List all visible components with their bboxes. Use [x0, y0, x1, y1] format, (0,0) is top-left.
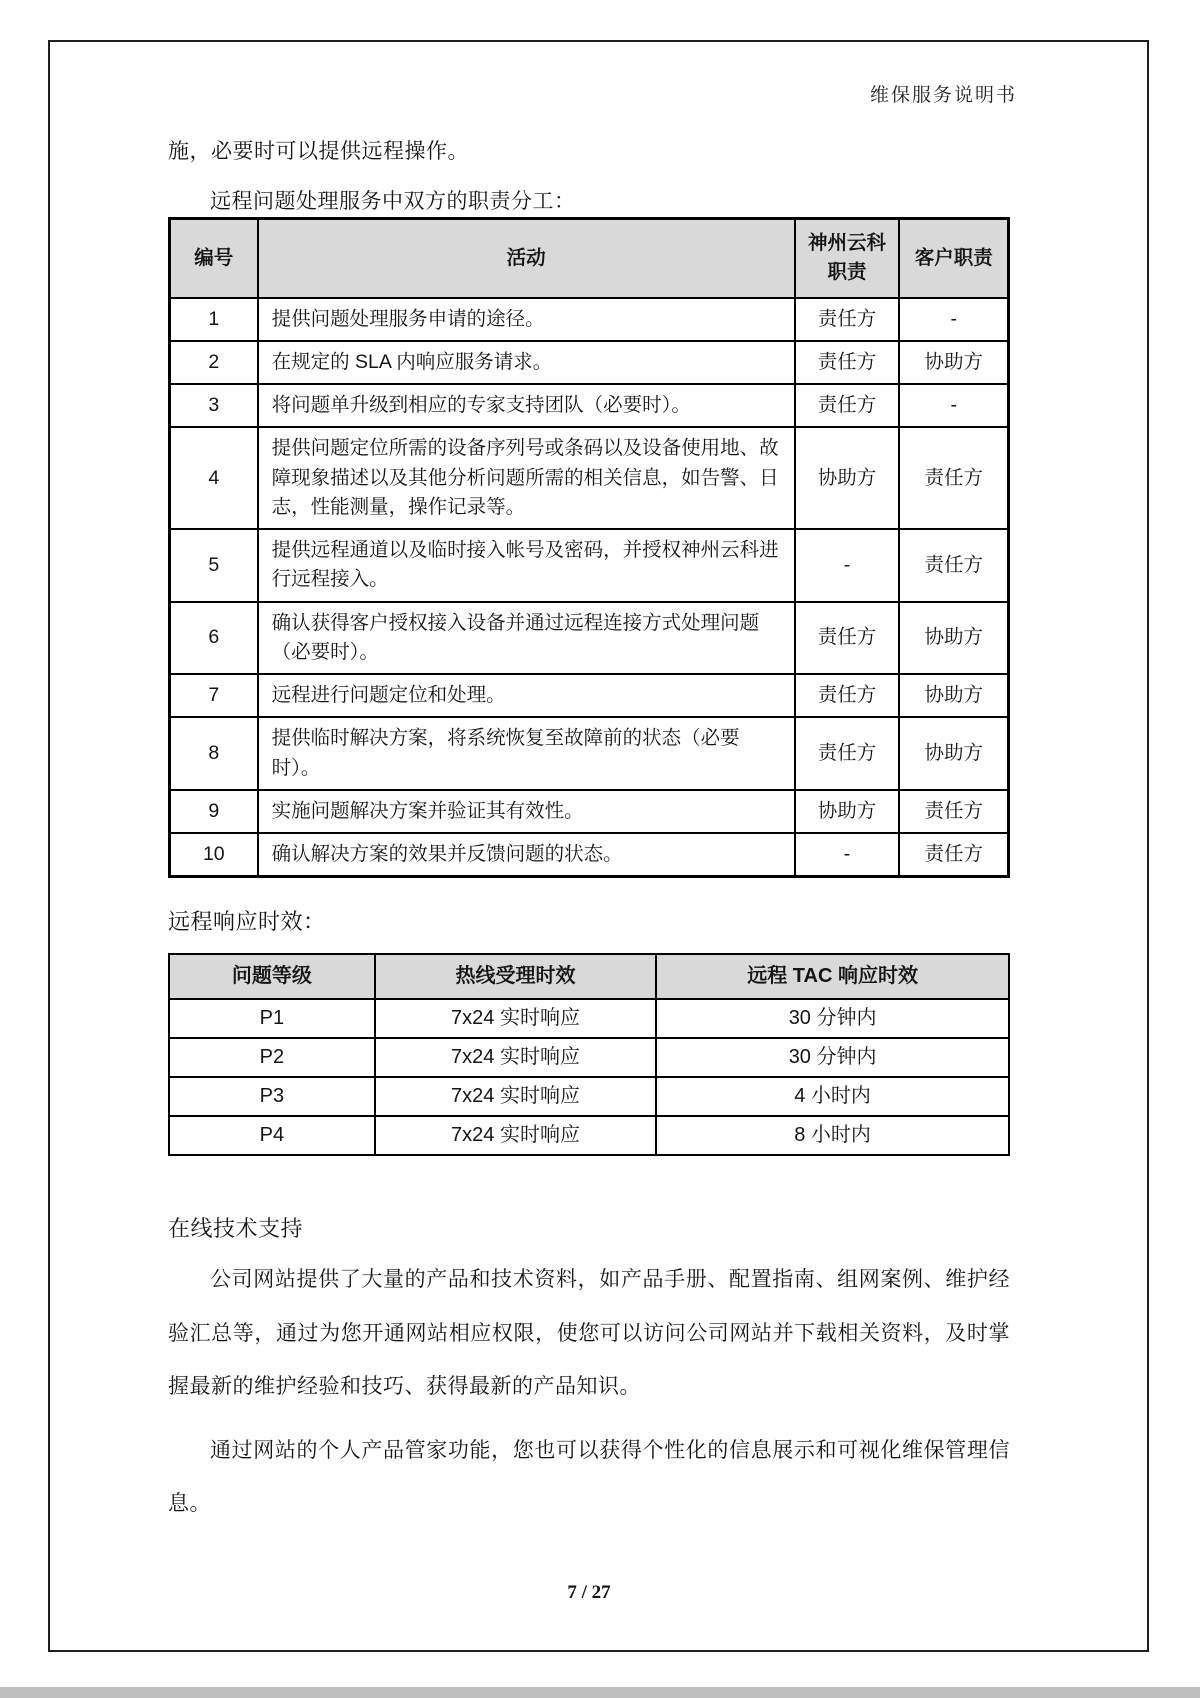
table-row — [170, 674, 1009, 717]
cell-customer: 责任方 — [899, 790, 1008, 833]
cell-no: 8 — [170, 717, 258, 790]
cell-customer: 协助方 — [899, 674, 1008, 717]
cell-level: P1 — [169, 999, 375, 1038]
table-row — [170, 717, 1009, 790]
responsibilities-table-caption: 远程问题处理服务中双方的职责分工： — [210, 190, 576, 213]
cell-customer: 责任方 — [899, 427, 1008, 529]
cell-customer: 协助方 — [899, 602, 1008, 675]
cell-activity: 实施问题解决方案并验证其有效性。 — [258, 790, 795, 833]
table-header-row — [170, 219, 1009, 298]
cell-level: P3 — [169, 1077, 375, 1116]
table-row — [170, 384, 1009, 427]
cell-tac: 30 分钟内 — [656, 999, 1009, 1038]
header-cell-tac: 远程 TAC 响应时效 — [656, 954, 1009, 999]
page-content — [168, 135, 1010, 1531]
cell-tac: 8 小时内 — [656, 1116, 1009, 1155]
table-row — [170, 833, 1009, 877]
cell-no: 10 — [170, 833, 258, 877]
cell-activity: 提供问题处理服务申请的途径。 — [258, 298, 795, 341]
cell-activity: 提供远程通道以及临时接入帐号及密码，并授权神州云科进行远程接入。 — [258, 529, 795, 602]
cell-no: 2 — [170, 341, 258, 384]
cell-activity: 提供问题定位所需的设备序列号或条码以及设备使用地、故障现象描述以及其他分析问题所需的相关信息，如告警、日志，性能测量，操作记录等。 — [258, 427, 795, 529]
cell-vendor: 责任方 — [795, 674, 900, 717]
page-number: 7 / 27 — [567, 1582, 611, 1603]
cell-customer: 协助方 — [899, 341, 1008, 384]
cell-customer: 协助方 — [899, 717, 1008, 790]
cell-no: 1 — [170, 298, 258, 341]
paragraph: 通过网站的个人产品管家功能，您也可以获得个性化的信息展示和可视化维保管理信息。 — [168, 1438, 1010, 1516]
cell-activity: 远程进行问题定位和处理。 — [258, 674, 795, 717]
cell-tac: 4 小时内 — [656, 1077, 1009, 1116]
cell-activity: 提供临时解决方案，将系统恢复至故障前的状态（必要时）。 — [258, 717, 795, 790]
table-row — [169, 999, 1009, 1038]
cell-hotline: 7x24 实时响应 — [375, 1116, 656, 1155]
page-edge-strip — [0, 1687, 1200, 1698]
cell-vendor: 责任方 — [795, 717, 900, 790]
cell-customer: - — [899, 298, 1008, 341]
cell-vendor: 协助方 — [795, 427, 900, 529]
cell-hotline: 7x24 实时响应 — [375, 1077, 656, 1116]
response-time-table — [168, 953, 1010, 1156]
vendor-header-line2: 职责 — [827, 261, 867, 284]
document-header-title: 维保服务说明书 — [869, 85, 1017, 106]
table-row — [170, 341, 1009, 384]
responsibilities-table — [168, 217, 1010, 878]
cell-activity: 确认解决方案的效果并反馈问题的状态。 — [258, 833, 795, 877]
cell-activity: 在规定的 SLA 内响应服务请求。 — [258, 341, 795, 384]
header-cell-activity: 活动 — [258, 219, 795, 298]
cell-no: 7 — [170, 674, 258, 717]
cell-no: 9 — [170, 790, 258, 833]
table-row — [170, 602, 1009, 675]
header-cell-level: 问题等级 — [169, 954, 375, 999]
table-row — [170, 790, 1009, 833]
cell-vendor: - — [795, 529, 900, 602]
header-cell-hotline: 热线受理时效 — [375, 954, 656, 999]
response-time-caption: 远程响应时效： — [168, 909, 326, 935]
cell-level: P4 — [169, 1116, 375, 1155]
cell-activity: 确认获得客户授权接入设备并通过远程连接方式处理问题（必要时）。 — [258, 602, 795, 675]
cell-vendor: 责任方 — [795, 341, 900, 384]
cell-vendor: 责任方 — [795, 602, 900, 675]
cell-no: 4 — [170, 427, 258, 529]
paragraph: 公司网站提供了大量的产品和技术资料，如产品手册、配置指南、组网案例、维护经验汇总等，通过为您开通网站相应权限，使您可以访问公司网站并下载相关资料，及时掌握最新的维护经验和技巧、获得最新的产品知识。 — [168, 1268, 1010, 1399]
table-row — [169, 1116, 1009, 1155]
vendor-header-line1: 神州云科 — [807, 232, 886, 254]
section-title: 在线技术支持 — [168, 1216, 304, 1242]
cell-customer: 责任方 — [899, 833, 1008, 877]
cell-vendor: 责任方 — [795, 298, 900, 341]
table-row — [170, 529, 1009, 602]
table-row — [170, 298, 1009, 341]
cell-tac: 30 分钟内 — [656, 1038, 1009, 1077]
cell-hotline: 7x24 实时响应 — [375, 999, 656, 1038]
cell-customer: - — [899, 384, 1008, 427]
intro-text: 施，必要时可以提供远程操作。 — [168, 140, 469, 163]
header-cell-customer: 客户职责 — [899, 219, 1008, 298]
header-cell-no: 编号 — [170, 219, 258, 298]
cell-vendor: - — [795, 833, 900, 877]
cell-no: 5 — [170, 529, 258, 602]
table-row — [170, 427, 1009, 529]
cell-vendor: 责任方 — [795, 384, 900, 427]
cell-vendor: 协助方 — [795, 790, 900, 833]
table-header-row — [169, 954, 1009, 999]
table-row — [169, 1038, 1009, 1077]
cell-customer: 责任方 — [899, 529, 1008, 602]
cell-no: 3 — [170, 384, 258, 427]
cell-level: P2 — [169, 1038, 375, 1077]
cell-activity: 将问题单升级到相应的专家支持团队（必要时）。 — [258, 384, 795, 427]
header-cell-vendor — [795, 219, 900, 298]
cell-no: 6 — [170, 602, 258, 675]
cell-hotline: 7x24 实时响应 — [375, 1038, 656, 1077]
table-row — [169, 1077, 1009, 1116]
